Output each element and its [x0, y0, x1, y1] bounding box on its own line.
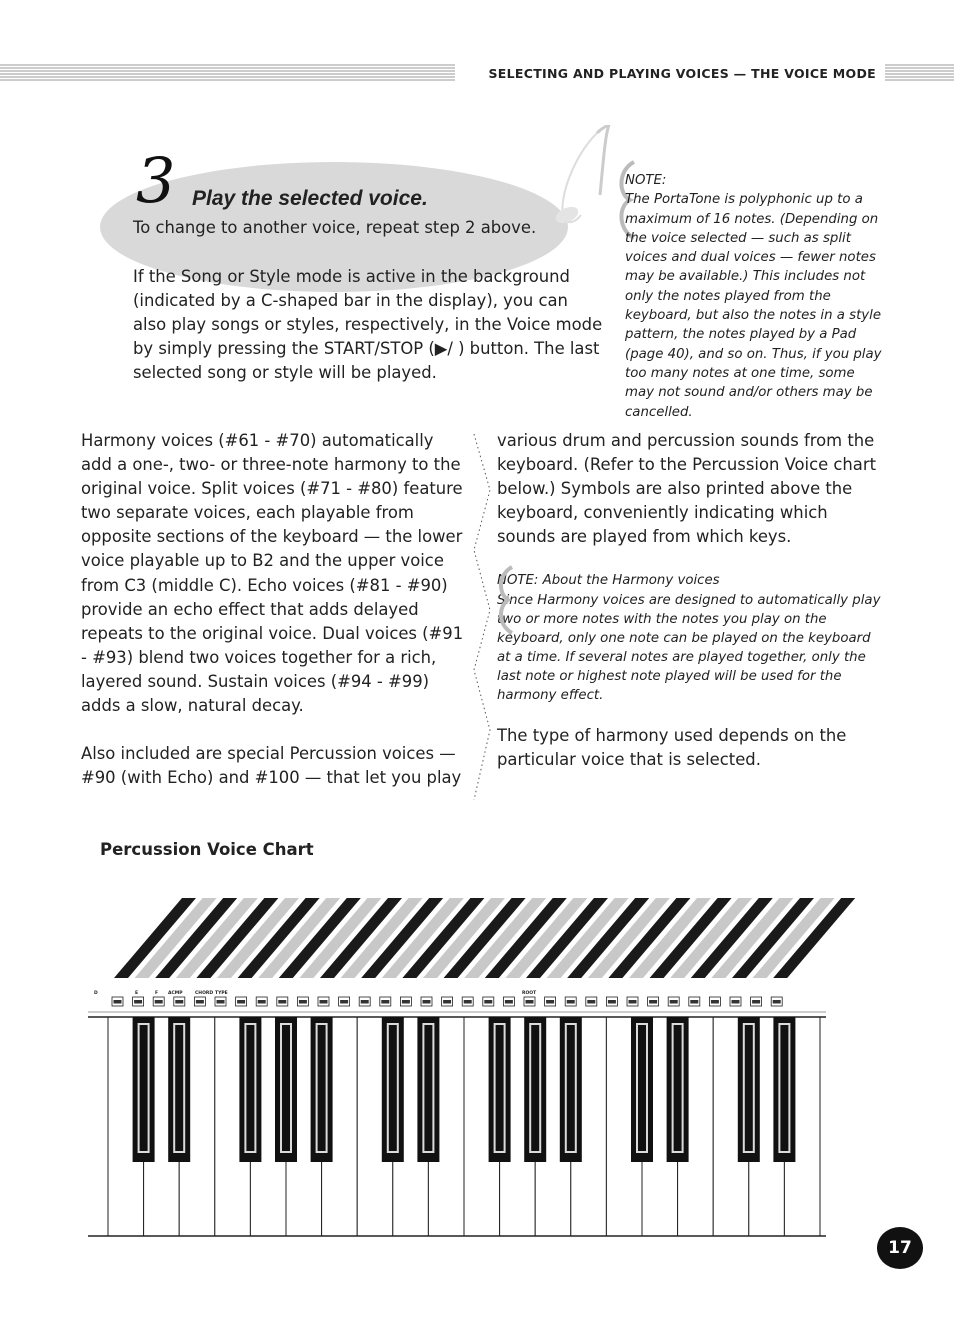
right-column — [497, 429, 887, 772]
running-header: SELECTING AND PLAYING VOICES — THE VOICE MODE — [488, 66, 876, 81]
percussion-symbol-icon — [608, 1000, 616, 1004]
percussion-symbol-icon — [217, 1000, 225, 1004]
note-bracket-icon — [492, 565, 522, 635]
symbol-label: ACMP — [168, 991, 183, 996]
percussion-symbol-icon — [711, 1000, 719, 1004]
percussion-symbol-icon — [278, 1000, 286, 1004]
chart-title: Percussion Voice Chart — [100, 840, 314, 859]
percussion-symbol-icon — [258, 1000, 266, 1004]
black-key-inner — [567, 1025, 575, 1151]
black-key-inner — [496, 1025, 504, 1151]
black-key-inner — [638, 1025, 646, 1151]
percussion-keyboard-chart — [88, 890, 888, 1245]
black-key-inner — [745, 1025, 753, 1151]
left-column — [81, 429, 466, 814]
black-key-inner — [282, 1025, 290, 1151]
percussion-intro-paragraph: Also included are special Percussion voices — #90 (with Echo) and #100 — that let you play — [81, 744, 462, 788]
percussion-symbol-icon — [690, 1000, 698, 1004]
step-title: Play the selected voice. — [192, 187, 428, 210]
percussion-symbol-icon — [773, 1000, 781, 1004]
percussion-symbol-icon — [732, 1000, 740, 1004]
black-key-inner — [674, 1025, 682, 1151]
percussion-symbol-icon — [464, 1000, 472, 1004]
percussion-symbol-icon — [649, 1000, 657, 1004]
note-text: The PortaTone is polyphonic up to a maximum of 16 notes. (Depending on the voice selected — such as split voices and dual voices — fewer notes may be available.) This includes not only the notes played from the keyboard, but also the notes in a style pattern, the notes played by a Pad (page 40), and so on. Thus, if you play too many notes at one time, some may not sound and/or others may be cancelled. — [625, 192, 882, 420]
symbol-label: CHORD — [195, 991, 214, 996]
percussion-symbol-icon — [670, 1000, 678, 1004]
black-key-inner — [140, 1025, 148, 1151]
harmony-note — [497, 571, 887, 705]
percussion-symbol-icon — [320, 1000, 328, 1004]
symbol-label: TYPE — [215, 991, 228, 996]
percussion-symbol-icon — [299, 1000, 307, 1004]
symbol-label: D — [94, 991, 98, 996]
percussion-symbol-icon — [361, 1000, 369, 1004]
black-key-inner — [246, 1025, 254, 1151]
percussion-symbol-icon — [484, 1000, 492, 1004]
step-paragraph-1: To change to another voice, repeat step 2 above. — [133, 218, 537, 237]
percussion-symbol-icon — [237, 1000, 245, 1004]
polyphony-note — [625, 171, 885, 422]
black-key-inner — [424, 1025, 432, 1151]
percussion-symbol-icon — [505, 1000, 513, 1004]
percussion-paragraph: various drum and percussion sounds from the keyboard. (Refer to the Percussion Voice chart below.) Symbols are also printed above the keyboard, conveniently indicating which sounds are played from which keys. — [497, 431, 877, 547]
percussion-symbol-icon — [587, 1000, 595, 1004]
percussion-symbol-icon — [196, 1000, 204, 1004]
page-number: 17 — [877, 1227, 923, 1269]
harmony-note-label: NOTE: About the Harmony voices — [497, 573, 720, 589]
percussion-symbol-icon — [402, 1000, 410, 1004]
percussion-symbol-icon — [546, 1000, 554, 1004]
percussion-symbol-icon — [526, 1000, 534, 1004]
note-label: NOTE: — [625, 173, 667, 188]
symbol-label: F — [155, 991, 159, 996]
black-key-inner — [175, 1025, 183, 1151]
percussion-symbol-icon — [381, 1000, 389, 1004]
step-paragraph-2: If the Song or Style mode is active in the background (indicated by a C-shaped bar in the display), you can also play songs or styles, respectively, in the Voice mode by simply pressing the START/STOP (▶/ ) button. The last selected song or style will be played. — [133, 267, 603, 383]
black-key-inner — [389, 1025, 397, 1151]
harmony-type-paragraph: The type of harmony used depends on the particular voice that is selected. — [497, 726, 847, 770]
percussion-symbol-icon — [752, 1000, 760, 1004]
percussion-symbol-icon — [629, 1000, 637, 1004]
symbol-label: E — [135, 991, 139, 996]
percussion-symbol-icon — [567, 1000, 575, 1004]
voice-types-paragraph: Harmony voices (#61 - #70) automatically add a one-, two- or three-note harmony to the original voice. Split voices (#71 - #80) feature two separate voices, each playable from opposite sections of the keyboard — the lower voice playable up to B2 and the upper voice from C3 (middle C). Echo voices (#81 - #90) provide an echo effect that adds delayed repeats to the original voice. Dual voices (#91 - #93) blend two voices together for a rich, layered sound. Sustain voices (#94 - #99) adds a slow, natural decay. — [81, 431, 464, 716]
black-key-inner — [531, 1025, 539, 1151]
percussion-symbol-icon — [114, 1000, 122, 1004]
percussion-symbol-icon — [443, 1000, 451, 1004]
percussion-symbol-icon — [175, 1000, 183, 1004]
percussion-symbol-icon — [423, 1000, 431, 1004]
symbol-label: ROOT — [522, 991, 537, 996]
step-number: 3 — [136, 144, 176, 217]
percussion-symbol-icon — [340, 1000, 348, 1004]
black-key-inner — [318, 1025, 326, 1151]
black-key-inner — [780, 1025, 788, 1151]
harmony-note-text: Since Harmony voices are designed to automatically play two or more notes with the notes you play on the keyboard, only one note can be played on the keyboard at a time. If several notes are played together, only the last note or highest note played will be used for the harmony effect. — [497, 592, 881, 704]
percussion-symbol-icon — [155, 1000, 163, 1004]
percussion-symbol-icon — [134, 1000, 142, 1004]
